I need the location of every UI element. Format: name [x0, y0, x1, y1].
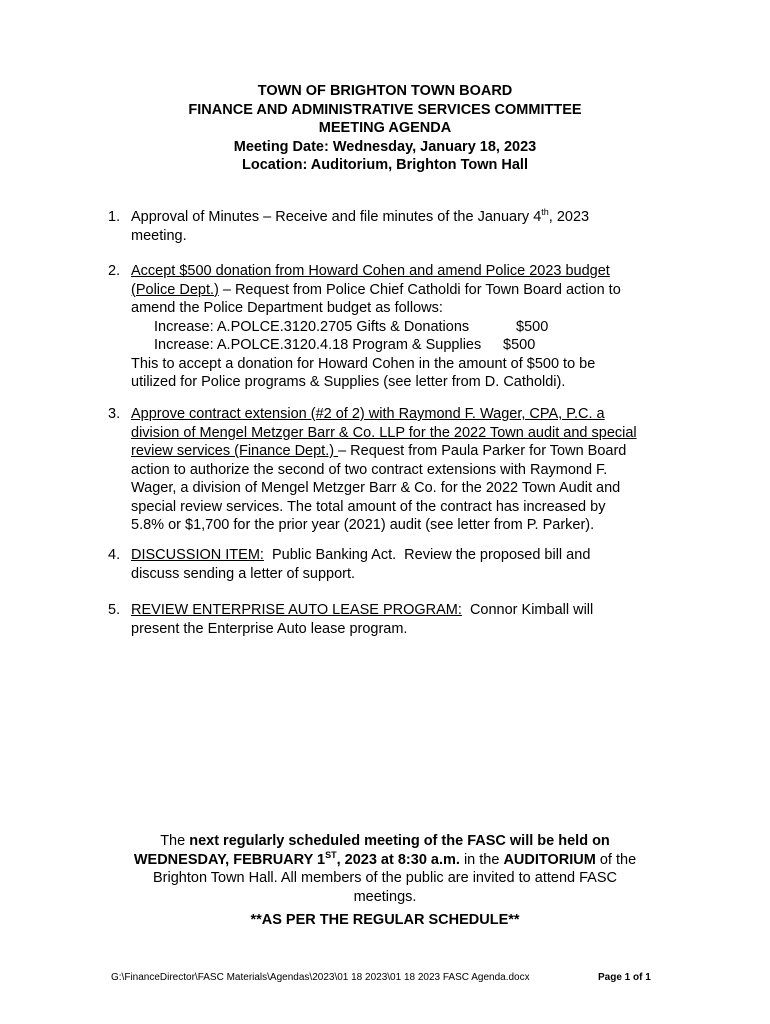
item-title: division of Mengel Metzger Barr & Co. LLP for the 2022 Town audit and special	[131, 424, 637, 441]
note-bold-location: AUDITORIUM	[503, 851, 596, 868]
budget-line-amount: $500	[516, 318, 549, 335]
item-title: Approve contract extension (#2 of 2) with Raymond F. Wager, CPA, P.C. a	[131, 406, 605, 422]
note-text: in the	[459, 851, 504, 868]
town-board-title: TOWN OF BRIGHTON TOWN BOARD	[257, 83, 513, 99]
item-text: 5.8% or $1,700 for the prior year (2021) audit (see letter from P. Parker).	[131, 517, 595, 533]
budget-line-1	[131, 318, 668, 337]
item-text: discuss sending a letter of support.	[131, 565, 356, 582]
item-number: 3.	[108, 406, 121, 422]
next-meeting-note	[0, 832, 770, 906]
budget-line-2	[131, 336, 668, 355]
item-text: Approval of Minutes – Receive and file minutes of the January 4	[131, 209, 542, 225]
note-bold-date: WEDNESDAY, FEBRUARY 1	[133, 851, 326, 868]
item-text: , 2023	[548, 209, 590, 225]
item-text: present the Enterprise Auto lease program.	[131, 620, 408, 637]
agenda-item-1	[108, 208, 668, 245]
agenda-header	[0, 82, 770, 175]
item-text: This to accept a donation for Howard Cohen in the amount of $500 to be	[131, 355, 596, 372]
item-title: DISCUSSION ITEM:	[131, 547, 264, 563]
item-text: special review services. The total amount of the contract has increased by	[131, 498, 606, 515]
agenda-title: MEETING AGENDA	[318, 120, 452, 136]
page-number: Page 1 of 1	[598, 972, 651, 983]
item-number: 4.	[108, 547, 121, 563]
item-text: utilized for Police programs & Supplies (see letter from D. Catholdi).	[131, 374, 566, 390]
item-title: REVIEW ENTERPRISE AUTO LEASE PROGRAM:	[131, 602, 462, 618]
regular-schedule-note: **AS PER THE REGULAR SCHEDULE**	[250, 912, 520, 928]
note-text: of the	[595, 851, 637, 868]
item-text: amend the Police Department budget as follows:	[131, 300, 443, 316]
item-text: Public Banking Act. Review the proposed bill and	[263, 547, 591, 563]
note-bold-time: , 2023 at 8:30 a.m.	[336, 851, 460, 868]
note-bold-text: next regularly scheduled meeting of the FASC will be held on	[189, 833, 610, 849]
item-text: – Request from Police Chief Catholdi for Town Board action to	[218, 281, 621, 298]
item-number: 1.	[108, 209, 121, 225]
item-title: review services (Finance Dept.)	[131, 443, 339, 459]
ordinal-suffix: ST	[325, 849, 337, 860]
agenda-item-3	[108, 405, 668, 535]
agenda-item-2	[108, 262, 668, 392]
budget-line-label: Increase: A.POLCE.3120.4.18 Program & Supplies	[154, 337, 482, 353]
file-path: G:\FinanceDirector\FASC Materials\Agendas\2023\01 18 2023\01 18 2023 FASC Agenda.docx	[111, 972, 530, 983]
item-text: action to authorize the second of two contract extensions with Raymond F.	[131, 461, 608, 478]
committee-title: FINANCE AND ADMINISTRATIVE SERVICES COMMITTEE	[188, 101, 582, 118]
item-text: meeting.	[131, 227, 187, 244]
item-text: Wager, a division of Mengel Metzger Barr & Co. for the 2022 Town Audit and	[131, 480, 621, 496]
item-title: (Police Dept.)	[131, 281, 219, 298]
note-text: meetings.	[353, 888, 417, 905]
item-title: Accept $500 donation from Howard Cohen and amend Police 2023 budget	[131, 263, 610, 279]
budget-line-amount: $500	[503, 337, 536, 353]
ordinal-suffix: th	[541, 207, 549, 218]
note-text: The	[160, 833, 190, 849]
item-text: Connor Kimball will	[461, 602, 594, 618]
meeting-date: Meeting Date: Wednesday, January 18, 2023	[233, 138, 537, 155]
item-text: – Request from Paula Parker for Town Board	[338, 443, 627, 459]
item-number: 5.	[108, 602, 121, 618]
item-number: 2.	[108, 263, 121, 279]
note-text: Brighton Town Hall. All members of the public are invited to attend FASC	[153, 870, 617, 886]
agenda-item-4	[108, 546, 668, 583]
agenda-item-5	[108, 601, 668, 638]
meeting-location: Location: Auditorium, Brighton Town Hall	[242, 157, 528, 173]
budget-line-label: Increase: A.POLCE.3120.2705 Gifts & Donations	[154, 318, 470, 335]
